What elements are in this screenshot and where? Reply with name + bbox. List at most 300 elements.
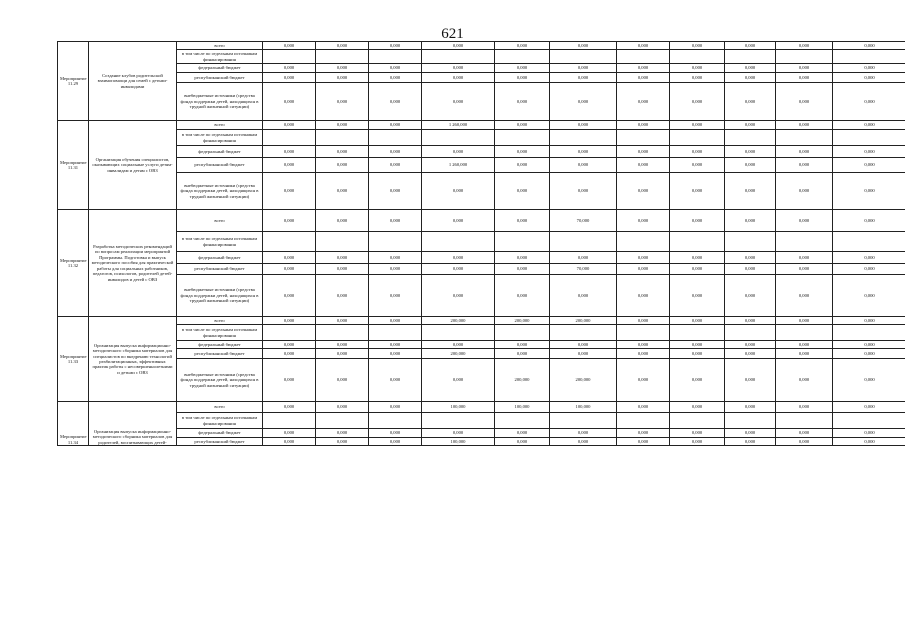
- value-cell: 70,000: [550, 210, 617, 232]
- funding-source: в том числе по отдельным источникам финансирования: [177, 413, 263, 429]
- value-cell: 0,000: [550, 173, 617, 210]
- value-cell: 0,000: [833, 317, 905, 325]
- value-cell: 0,000: [316, 264, 369, 275]
- value-cell: 0,000: [263, 252, 316, 264]
- value-cell: [670, 325, 725, 341]
- value-cell: 0,000: [550, 349, 617, 359]
- value-cell: 0,000: [617, 83, 670, 121]
- value-cell: 0,000: [422, 264, 495, 275]
- value-cell: [422, 232, 495, 252]
- value-cell: 0,000: [725, 64, 776, 73]
- value-cell: 0,000: [263, 341, 316, 349]
- table-row: [58, 83, 905, 121]
- funding-source: федеральный бюджет: [177, 252, 263, 264]
- value-cell: 0,000: [316, 173, 369, 210]
- value-cell: 0,000: [670, 402, 725, 413]
- value-cell: 0,000: [263, 429, 316, 438]
- value-cell: 0,000: [617, 264, 670, 275]
- table-row: [58, 429, 905, 438]
- value-cell: 0,000: [725, 73, 776, 83]
- value-cell: 0,000: [369, 73, 422, 83]
- value-cell: [725, 50, 776, 64]
- value-cell: 0,000: [550, 121, 617, 130]
- value-cell: 0,000: [776, 42, 833, 50]
- value-cell: [263, 232, 316, 252]
- value-cell: 0,000: [316, 210, 369, 232]
- event-name: Разработка методических рекомендаций по вопросам реализации мероприятий Программы. Подготовка и выпуск методического пособия для практической работы для социальных работников, педагогов, психологов, родителей детей-инвалидов и детей с ОВЗ: [89, 210, 177, 317]
- value-cell: 0,000: [776, 83, 833, 121]
- value-cell: 0,000: [369, 83, 422, 121]
- value-cell: 0,000: [495, 252, 550, 264]
- value-cell: 0,000: [670, 64, 725, 73]
- event-code: Мероприятие 11.34: [58, 402, 89, 446]
- value-cell: 0,000: [833, 359, 905, 402]
- value-cell: 0,000: [369, 252, 422, 264]
- value-cell: 0,000: [263, 275, 316, 317]
- table-row: [58, 232, 905, 252]
- value-cell: [495, 130, 550, 146]
- value-cell: 0,000: [725, 264, 776, 275]
- value-cell: 0,000: [617, 275, 670, 317]
- value-cell: 200,000: [550, 317, 617, 325]
- value-cell: [617, 50, 670, 64]
- value-cell: 0,000: [495, 83, 550, 121]
- event-name: Организация выпуска информационно-методического сборника материалов для специалистов по внедрению технологий реабилитационных, эффективных практик работы с несовершеннолетними и детьми с ОВЗ: [89, 317, 177, 402]
- value-cell: 0,000: [263, 210, 316, 232]
- value-cell: 0,000: [617, 64, 670, 73]
- event-name: Создание клубов родительской взаимопомощи для семей с детьми-инвалидами: [89, 42, 177, 121]
- funding-source: федеральный бюджет: [177, 429, 263, 438]
- value-cell: 0,000: [495, 438, 550, 446]
- value-cell: 0,000: [369, 42, 422, 50]
- value-cell: 0,000: [495, 121, 550, 130]
- value-cell: 0,000: [263, 146, 316, 158]
- value-cell: 0,000: [670, 341, 725, 349]
- table-row: [58, 264, 905, 275]
- value-cell: 0,000: [617, 42, 670, 50]
- value-cell: 0,000: [263, 121, 316, 130]
- table-row: [58, 130, 905, 146]
- value-cell: 0,000: [316, 349, 369, 359]
- value-cell: 0,000: [617, 359, 670, 402]
- event-name: Организация выпуска информационно-методического сборника материалов для родителей, воспитывающих детей-: [89, 402, 177, 446]
- value-cell: 0,000: [369, 275, 422, 317]
- value-cell: 0,000: [725, 438, 776, 446]
- value-cell: 0,000: [725, 83, 776, 121]
- value-cell: 0,000: [422, 146, 495, 158]
- value-cell: 0,000: [495, 341, 550, 349]
- value-cell: [369, 50, 422, 64]
- value-cell: 1 260,000: [422, 121, 495, 130]
- value-cell: 0,000: [670, 173, 725, 210]
- value-cell: [263, 50, 316, 64]
- value-cell: 0,000: [617, 210, 670, 232]
- value-cell: 0,000: [495, 275, 550, 317]
- value-cell: 0,000: [617, 349, 670, 359]
- value-cell: 0,000: [776, 264, 833, 275]
- value-cell: 0,000: [776, 173, 833, 210]
- value-cell: 0,000: [776, 341, 833, 349]
- value-cell: 0,000: [369, 317, 422, 325]
- page-number: 621: [441, 26, 464, 42]
- value-cell: 0,000: [776, 158, 833, 173]
- value-cell: 70,000: [550, 264, 617, 275]
- funding-source: внебюджетные источники (средства фонда поддержки детей, находящихся в трудной жизненной ситуации): [177, 83, 263, 121]
- value-cell: [495, 50, 550, 64]
- value-cell: 0,000: [617, 158, 670, 173]
- value-cell: 0,000: [422, 252, 495, 264]
- funding-source: республиканский бюджет: [177, 73, 263, 83]
- value-cell: 0,000: [670, 264, 725, 275]
- value-cell: 0,000: [833, 83, 905, 121]
- value-cell: 0,000: [670, 252, 725, 264]
- value-cell: 0,000: [422, 173, 495, 210]
- value-cell: 200,000: [422, 349, 495, 359]
- value-cell: 0,000: [550, 438, 617, 446]
- value-cell: [833, 232, 905, 252]
- value-cell: 0,000: [422, 359, 495, 402]
- funding-source: федеральный бюджет: [177, 64, 263, 73]
- value-cell: 0,000: [316, 146, 369, 158]
- value-cell: 0,000: [263, 359, 316, 402]
- value-cell: 0,000: [833, 121, 905, 130]
- value-cell: 100,000: [550, 402, 617, 413]
- value-cell: 0,000: [670, 317, 725, 325]
- value-cell: 0,000: [422, 275, 495, 317]
- value-cell: [263, 130, 316, 146]
- table-row: [58, 402, 905, 413]
- value-cell: [776, 130, 833, 146]
- value-cell: 0,000: [725, 146, 776, 158]
- value-cell: 200,000: [550, 359, 617, 402]
- value-cell: [776, 325, 833, 341]
- value-cell: 0,000: [550, 341, 617, 349]
- value-cell: 0,000: [725, 349, 776, 359]
- funding-source: всего: [177, 210, 263, 232]
- value-cell: 0,000: [670, 275, 725, 317]
- budget-table: [57, 41, 905, 446]
- value-cell: 0,000: [369, 349, 422, 359]
- value-cell: [725, 413, 776, 429]
- table-row: [58, 341, 905, 349]
- value-cell: 0,000: [495, 349, 550, 359]
- value-cell: 0,000: [833, 275, 905, 317]
- value-cell: 0,000: [495, 264, 550, 275]
- value-cell: [550, 325, 617, 341]
- value-cell: 0,000: [776, 317, 833, 325]
- value-cell: 0,000: [550, 252, 617, 264]
- value-cell: 0,000: [369, 429, 422, 438]
- value-cell: [670, 232, 725, 252]
- value-cell: 0,000: [725, 210, 776, 232]
- value-cell: 0,000: [725, 275, 776, 317]
- value-cell: 0,000: [495, 73, 550, 83]
- value-cell: [725, 232, 776, 252]
- value-cell: 100,000: [495, 402, 550, 413]
- value-cell: 0,000: [422, 64, 495, 73]
- value-cell: 0,000: [422, 73, 495, 83]
- funding-source: в том числе по отдельным источникам финансирования: [177, 325, 263, 341]
- value-cell: [833, 130, 905, 146]
- value-cell: 0,000: [550, 275, 617, 317]
- value-cell: 0,000: [316, 359, 369, 402]
- value-cell: 0,000: [725, 359, 776, 402]
- value-cell: 0,000: [263, 173, 316, 210]
- table-row: [58, 158, 905, 173]
- value-cell: 0,000: [316, 73, 369, 83]
- value-cell: [776, 50, 833, 64]
- value-cell: [833, 413, 905, 429]
- value-cell: [617, 325, 670, 341]
- value-cell: 0,000: [263, 83, 316, 121]
- value-cell: 0,000: [833, 173, 905, 210]
- value-cell: [369, 325, 422, 341]
- value-cell: 0,000: [670, 73, 725, 83]
- value-cell: 0,000: [617, 429, 670, 438]
- value-cell: 0,000: [422, 429, 495, 438]
- value-cell: 0,000: [316, 317, 369, 325]
- value-cell: 0,000: [725, 42, 776, 50]
- funding-source: в том числе по отдельным источникам финансирования: [177, 130, 263, 146]
- value-cell: 0,000: [833, 158, 905, 173]
- table-row: [58, 325, 905, 341]
- funding-source: федеральный бюджет: [177, 146, 263, 158]
- value-cell: [725, 130, 776, 146]
- funding-source: всего: [177, 402, 263, 413]
- funding-source: всего: [177, 317, 263, 325]
- table-row: [58, 275, 905, 317]
- value-cell: 0,000: [833, 252, 905, 264]
- table-row: [58, 413, 905, 429]
- value-cell: 0,000: [316, 252, 369, 264]
- value-cell: [550, 232, 617, 252]
- value-cell: [725, 325, 776, 341]
- value-cell: [495, 413, 550, 429]
- funding-source: в том числе по отдельным источникам финансирования: [177, 50, 263, 64]
- value-cell: [316, 50, 369, 64]
- value-cell: 0,000: [670, 42, 725, 50]
- value-cell: [316, 130, 369, 146]
- value-cell: 0,000: [833, 146, 905, 158]
- value-cell: 0,000: [369, 210, 422, 232]
- value-cell: 0,000: [725, 158, 776, 173]
- funding-source: всего: [177, 42, 263, 50]
- funding-source: внебюджетные источники (средства фонда поддержки детей, находящихся в трудной жизненной ситуации): [177, 359, 263, 402]
- funding-source: всего: [177, 121, 263, 130]
- value-cell: 0,000: [550, 42, 617, 50]
- value-cell: 0,000: [670, 210, 725, 232]
- value-cell: [495, 232, 550, 252]
- value-cell: 0,000: [617, 121, 670, 130]
- value-cell: 0,000: [670, 359, 725, 402]
- value-cell: 0,000: [833, 264, 905, 275]
- value-cell: 0,000: [550, 83, 617, 121]
- value-cell: 0,000: [617, 73, 670, 83]
- value-cell: 0,000: [617, 438, 670, 446]
- table-row: [58, 438, 905, 446]
- value-cell: [670, 50, 725, 64]
- table-row: [58, 50, 905, 64]
- value-cell: 0,000: [833, 429, 905, 438]
- funding-source: в том числе по отдельным источникам финансирования: [177, 232, 263, 252]
- value-cell: 0,000: [422, 83, 495, 121]
- event-code: Мероприятие 11.32: [58, 210, 89, 317]
- value-cell: 0,000: [833, 349, 905, 359]
- value-cell: 0,000: [670, 121, 725, 130]
- value-cell: [617, 232, 670, 252]
- value-cell: 0,000: [263, 73, 316, 83]
- value-cell: 100,000: [422, 438, 495, 446]
- value-cell: 0,000: [369, 438, 422, 446]
- value-cell: 0,000: [670, 83, 725, 121]
- value-cell: 0,000: [316, 275, 369, 317]
- table-row: [58, 146, 905, 158]
- value-cell: 0,000: [725, 341, 776, 349]
- value-cell: 0,000: [776, 429, 833, 438]
- value-cell: 0,000: [833, 210, 905, 232]
- value-cell: 0,000: [833, 341, 905, 349]
- value-cell: 0,000: [670, 438, 725, 446]
- value-cell: 0,000: [617, 317, 670, 325]
- value-cell: 0,000: [776, 438, 833, 446]
- value-cell: 0,000: [725, 429, 776, 438]
- value-cell: 0,000: [495, 158, 550, 173]
- value-cell: 0,000: [725, 402, 776, 413]
- value-cell: [776, 413, 833, 429]
- value-cell: 0,000: [316, 83, 369, 121]
- value-cell: 0,000: [776, 64, 833, 73]
- value-cell: 0,000: [422, 341, 495, 349]
- value-cell: 0,000: [495, 64, 550, 73]
- value-cell: 0,000: [670, 349, 725, 359]
- value-cell: 1 260,000: [422, 158, 495, 173]
- value-cell: [833, 50, 905, 64]
- value-cell: 0,000: [617, 252, 670, 264]
- table-row: [58, 210, 905, 232]
- value-cell: 0,000: [369, 64, 422, 73]
- value-cell: 0,000: [316, 121, 369, 130]
- value-cell: [550, 50, 617, 64]
- value-cell: 0,000: [833, 438, 905, 446]
- value-cell: [316, 413, 369, 429]
- table-row: [58, 42, 905, 50]
- value-cell: [617, 413, 670, 429]
- value-cell: 0,000: [316, 429, 369, 438]
- value-cell: 0,000: [422, 210, 495, 232]
- event-code: Мероприятие 11.31: [58, 121, 89, 210]
- value-cell: 0,000: [776, 146, 833, 158]
- value-cell: 0,000: [776, 210, 833, 232]
- value-cell: 0,000: [776, 121, 833, 130]
- value-cell: 0,000: [263, 317, 316, 325]
- value-cell: 0,000: [369, 146, 422, 158]
- value-cell: 0,000: [617, 341, 670, 349]
- value-cell: 0,000: [725, 252, 776, 264]
- value-cell: 0,000: [725, 173, 776, 210]
- value-cell: [316, 232, 369, 252]
- value-cell: 0,000: [495, 429, 550, 438]
- table-row: [58, 349, 905, 359]
- value-cell: 0,000: [369, 121, 422, 130]
- table-row: [58, 121, 905, 130]
- funding-source: федеральный бюджет: [177, 341, 263, 349]
- funding-source: внебюджетные источники (средства фонда поддержки детей, находящихся в трудной жизненной ситуации): [177, 173, 263, 210]
- value-cell: 0,000: [369, 158, 422, 173]
- value-cell: 0,000: [550, 158, 617, 173]
- value-cell: [316, 325, 369, 341]
- value-cell: [617, 130, 670, 146]
- value-cell: 0,000: [670, 429, 725, 438]
- value-cell: 0,000: [316, 158, 369, 173]
- funding-source: республиканский бюджет: [177, 158, 263, 173]
- value-cell: [422, 50, 495, 64]
- value-cell: [495, 325, 550, 341]
- value-cell: [550, 130, 617, 146]
- event-name: Организация обучения специалистов, оказывающих социальные услуги детям-инвалидам и детям с ОВЗ: [89, 121, 177, 210]
- value-cell: 200,000: [422, 317, 495, 325]
- value-cell: 0,000: [833, 42, 905, 50]
- funding-source: республиканский бюджет: [177, 264, 263, 275]
- table-row: [58, 73, 905, 83]
- value-cell: 0,000: [776, 359, 833, 402]
- value-cell: 0,000: [725, 121, 776, 130]
- value-cell: 0,000: [833, 402, 905, 413]
- value-cell: [422, 325, 495, 341]
- value-cell: [776, 232, 833, 252]
- value-cell: 200,000: [495, 359, 550, 402]
- table-row: [58, 359, 905, 402]
- value-cell: [670, 413, 725, 429]
- value-cell: 0,000: [369, 173, 422, 210]
- value-cell: [263, 325, 316, 341]
- value-cell: 0,000: [670, 146, 725, 158]
- value-cell: 0,000: [776, 275, 833, 317]
- value-cell: 0,000: [617, 146, 670, 158]
- value-cell: 0,000: [369, 264, 422, 275]
- value-cell: 0,000: [263, 42, 316, 50]
- funding-source: республиканский бюджет: [177, 349, 263, 359]
- value-cell: 0,000: [725, 317, 776, 325]
- value-cell: 0,000: [776, 252, 833, 264]
- value-cell: 0,000: [369, 402, 422, 413]
- value-cell: 0,000: [495, 173, 550, 210]
- value-cell: 0,000: [263, 349, 316, 359]
- value-cell: 0,000: [833, 64, 905, 73]
- event-code: Мероприятие 11.33: [58, 317, 89, 402]
- value-cell: 0,000: [670, 158, 725, 173]
- value-cell: 0,000: [422, 42, 495, 50]
- value-cell: 0,000: [316, 64, 369, 73]
- value-cell: 0,000: [617, 173, 670, 210]
- value-cell: 0,000: [316, 402, 369, 413]
- value-cell: [422, 413, 495, 429]
- value-cell: 0,000: [369, 341, 422, 349]
- value-cell: 0,000: [550, 64, 617, 73]
- value-cell: 0,000: [316, 341, 369, 349]
- value-cell: 0,000: [776, 349, 833, 359]
- value-cell: 0,000: [776, 402, 833, 413]
- value-cell: 0,000: [316, 42, 369, 50]
- value-cell: [550, 413, 617, 429]
- value-cell: 0,000: [263, 402, 316, 413]
- value-cell: 0,000: [833, 73, 905, 83]
- value-cell: 0,000: [263, 64, 316, 73]
- value-cell: 0,000: [617, 402, 670, 413]
- value-cell: 100,000: [422, 402, 495, 413]
- value-cell: 0,000: [550, 429, 617, 438]
- value-cell: 200,000: [495, 317, 550, 325]
- value-cell: 0,000: [550, 146, 617, 158]
